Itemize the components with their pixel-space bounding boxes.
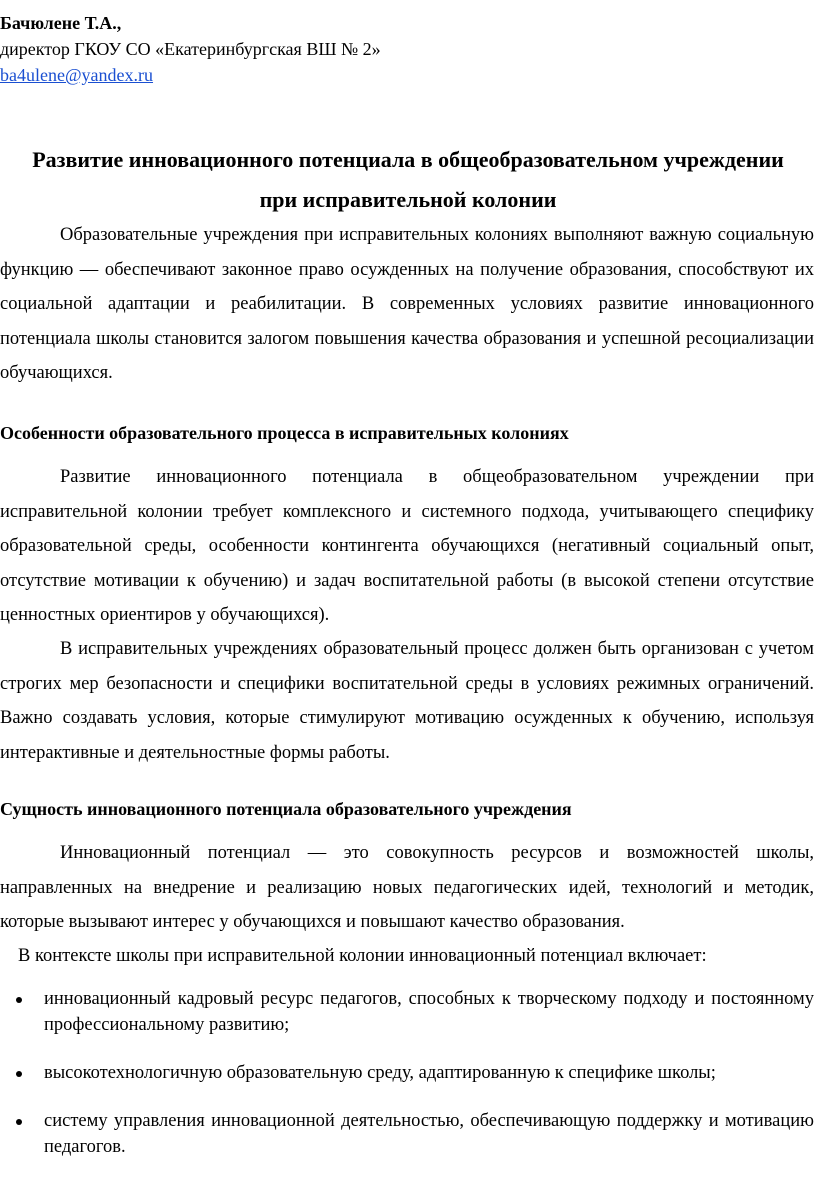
intro-paragraph: Образовательные учреждения при исправительных колониях выполняют важную социальную функцию — обеспечивают законное право осужденных на получение образования, способствуют их социальной адаптации и реабилитации. В современных условиях развитие инновационного потенциала школы становится залогом повышения качества образования и успешной ресоциализации обучающихся. bbox=[0, 225, 814, 383]
list-item-text: высокотехнологичную образовательную среду, адаптированную к специфике школы; bbox=[44, 1063, 716, 1083]
bullet-icon bbox=[16, 1071, 22, 1077]
author-block bbox=[0, 10, 800, 88]
bullet-icon bbox=[16, 997, 22, 1003]
list-item-text: инновационный кадровый ресурс педагогов, способных к творческому подходу и постоянному профессиональному развитию; bbox=[44, 989, 814, 1035]
title-line-2: при исправительной колонии bbox=[259, 187, 557, 212]
bullet-icon bbox=[16, 1119, 22, 1125]
bullet-list bbox=[0, 986, 816, 1182]
author-position: директор ГКОУ СО «Екатеринбургская ВШ № 2» bbox=[0, 39, 381, 59]
list-item bbox=[0, 986, 814, 1038]
document-title bbox=[0, 140, 816, 220]
section2-paragraph: Инновационный потенциал — это совокупность ресурсов и возможностей школы, направленных на внедрение и реализацию новых педагогических идей, технологий и методик, которые вызывают интерес у обучающихся и повышают качество образования. bbox=[0, 843, 814, 932]
list-item-text: систему управления инновационной деятельностью, обеспечивающую поддержку и мотивацию педагогов. bbox=[44, 1111, 814, 1157]
section1-paragraph-2: В исправительных учреждениях образовательный процесс должен быть организован с учетом строгих мер безопасности и специфики воспитательной среды в условиях режимных ограничений. Важно создавать условия, которые стимулируют мотивацию осужденных к обучению, используя интерактивные и деятельностные формы работы. bbox=[0, 639, 814, 763]
list-item bbox=[0, 1108, 814, 1160]
list-item bbox=[0, 1060, 814, 1086]
author-email-link[interactable]: ba4ulene@yandex.ru bbox=[0, 65, 154, 85]
list-intro: В контексте школы при исправительной колонии инновационный потенциал включает: bbox=[18, 946, 707, 966]
section1-paragraph-1: Развитие инновационного потенциала в общеобразовательном учреждении при исправительной колонии требует комплексного и системного подхода, учитывающего специфику образовательной среды, особенности контингента обучающихся (негативный социальный опыт, отсутствие мотивации к обучению) и задач воспитательной работы (в высокой степени отсутствие ценностных ориентиров у обучающихся). bbox=[0, 467, 814, 625]
section2-heading: Сущность инновационного потенциала образовательного учреждения bbox=[0, 799, 572, 819]
section1-heading: Особенности образовательного процесса в исправительных колониях bbox=[0, 423, 569, 443]
title-line-1: Развитие инновационного потенциала в общеобразовательном учреждении bbox=[32, 147, 784, 172]
author-name: Бачюлене Т.А., bbox=[0, 13, 122, 33]
